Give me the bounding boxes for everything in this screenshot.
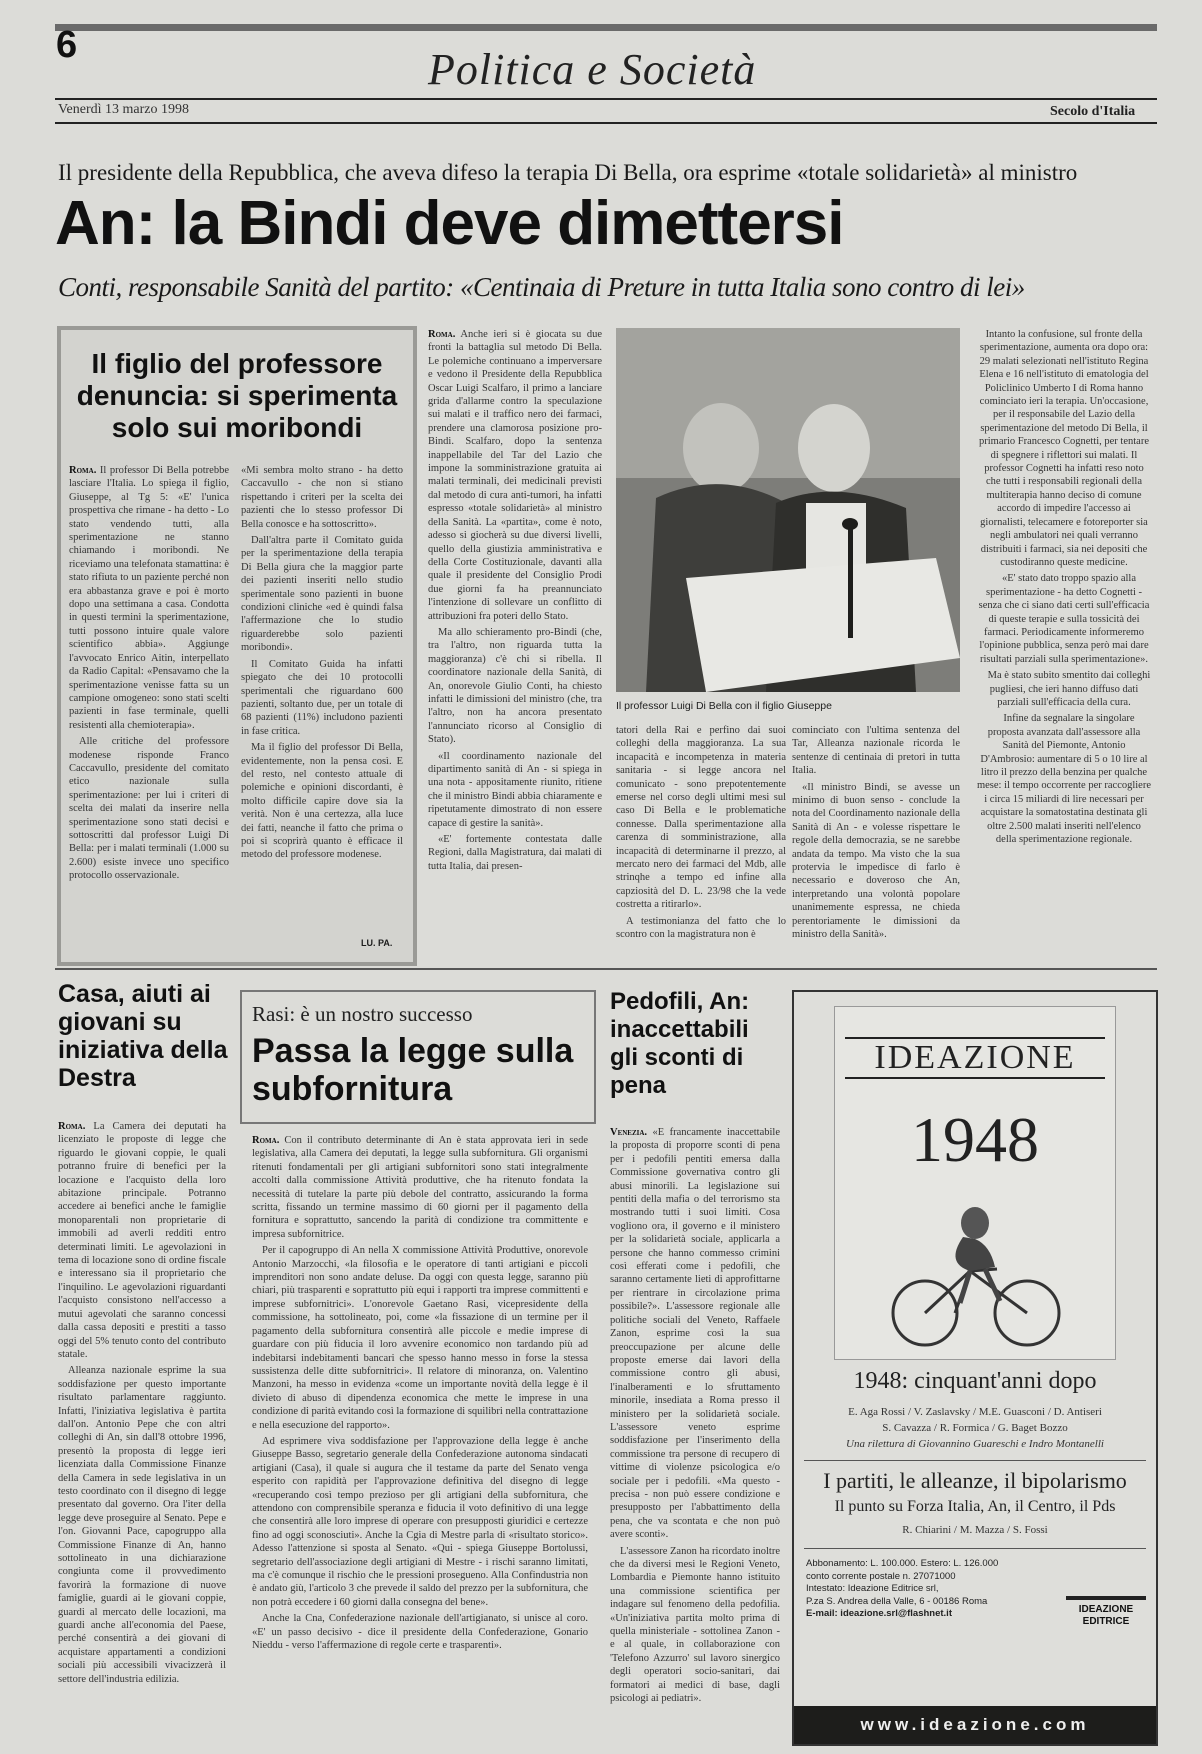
boxed-headline: Il figlio del professore denuncia: si sperimenta solo sui moribondi xyxy=(76,348,398,443)
section-divider xyxy=(55,968,1157,970)
ad-email[interactable]: E-mail: ideazione.srl@flashnet.it xyxy=(806,1608,952,1619)
main-subheadline: Conti, responsabile Sanità del partito: «Centinaia di Preture in tutta Italia sono contro di lei» xyxy=(58,272,1025,302)
ad-reading: Una rilettura di Giovannino Guareschi e Indro Montanelli xyxy=(846,1438,1104,1450)
ad-subscription: Abbonamento: L. 100.000. Estero: L. 126.000 xyxy=(806,1558,999,1569)
rasi-kicker: Rasi: è un nostro successo xyxy=(252,1002,473,1026)
header xyxy=(0,0,1202,130)
cover-year: 1948 xyxy=(911,1104,1039,1175)
publisher-logo: IDEAZIONE EDITRICE xyxy=(1066,1596,1146,1628)
boxed-col-2: «Mi sembra molto strano - ha detto Caccavullo - che non si stiano rispettando i criteri per la scelta dei pazienti che lo stesso professor Di Bella conosce e ha sottoscritto». Dall'altra parte il Comitato guida per la sperimentazione della terapia Di Bella giura che la maggior parte dei pazienti inseriti nello studio sperimentale sono pazienti in buone condizioni cliniche «ed è quindi falsa l'affermazione che lo studio riguarderebbe solo pazienti moribondi». Il Comitato Guida ha infatti spiegato che dei 10 protocolli sperimentali che riguardano 600 pazienti, soltanto due, per un totale di 68 pazienti (11%) includono pazienti in fase critica. Ma il figlio del professor Di Bella, evidentemente, non la pensa così. E del resto, nel contesto attuale di polemiche e opinioni discordanti, è molto difficile capire dove sia la verità. Non è una certezza, alla luce dei fatti, neanche il fatto che prima o poi si scoprirà quanto è efficace il metodo del professore modenese. xyxy=(241,465,403,861)
casa-headline: Casa, aiuti ai giovani su iniziativa della Destra xyxy=(58,980,228,1092)
ad-authors-2: S. Cavazza / R. Formica / G. Baget Bozzo xyxy=(882,1422,1068,1434)
ad-sub-sub: Il punto su Forza Italia, An, il Centro, il Pds xyxy=(834,1498,1116,1515)
cyclist-illustration xyxy=(875,1183,1075,1353)
boxed-signature: LU. PA. xyxy=(361,938,393,948)
ad-tagline: 1948: cinquant'anni dopo xyxy=(853,1368,1097,1394)
photo-caption: Il professor Luigi Di Bella con il figlio Giuseppe xyxy=(616,700,832,712)
pedofili-headline: Pedofili, An: inaccettabili gli sconti di pena xyxy=(610,988,750,1099)
main-col-3: cominciato con l'ultima sentenza del Tar, Alleanza nazionale ricorda le sentenze di centinaia di pretori in tutta Italia. «Il ministro Bindi, se avesse un minimo di buon senso - conclude la nota del Coordinamento nazionale della Sanità di An - e volesse rispettare le regole della democrazia, se ne sarebbe andata da tempo. Ma visto che la sua protervia le impedisce di farlo è necessario e doveroso che An, interpretando una volontà popolare unanimemente espressa, ne chieda perentoriamente le dimissioni da ministro della Sanità». xyxy=(792,725,960,941)
main-col-1: Roma. Anche ieri si è giocata su due fronti la battaglia sul metodo Di Bella. Le polemiche continuano a imperversare e vedono il Presidente della Repubblica Oscar Luigi Scalfaro, il primo a lanciare grida d'allarme contro la speculazione sui malati e il traffico nero dei farmaci, prendere una clamorosa posizione pro-Bindi. Scalfaro, dopo la sentenza inappellabile del Tar del Lazio che impone la somministrazione gratuita ai malati terminali, dei medicinali previsti dal metodo di cura anti-tumori, ha infatti espresso «totale solidarietà» al ministro della Sanità. La «partita», come è noto, adesso si giocherà su due diversi livelli, quello della giustizia amministrativa e della Corte Costituzionale, davanti alla quale il presidente del Consiglio Prodi due giorni fa ha preannunciato l'intenzione di sollevare un conflitto di attribuzioni fra poteri dello Stato. Ma allo schieramento pro-Bindi (che, tra l'altro, non riguarda tutta la maggioranza) c'è chi si ribella. Il coordinatore nazionale della Sanità, di An, onorevole Giulio Conti, ha chiesto infatti le dimissioni del ministro (che, tra l'altro, non ha ancora presentato l'annunciato ricorso al Consiglio di Stato). «Il coordinamento nazionale del dipartimento sanità di An - si spiega in una nota - appositamente riunito, ritiene che il ministro Bindi abbia chiaramente e ripetutamente dimostrato di non essere capace di gestire la sanità». «E' fortemente contestata dalle Regioni, dalla Magistratura, dai malati di tutta Italia, dai presen- xyxy=(428,329,602,872)
issue-date: Venerdì 13 marzo 1998 xyxy=(58,102,190,117)
ad-subscription-info xyxy=(806,1558,1056,1621)
magazine-cover xyxy=(834,1006,1116,1360)
rasi-box xyxy=(240,990,596,1124)
boxed-story xyxy=(57,326,417,966)
magazine-logo: IDEAZIONE xyxy=(845,1037,1105,1079)
ad-website[interactable]: www.ideazione.com xyxy=(860,1715,1090,1734)
ad-authors-1: E. Aga Rossi / V. Zaslavsky / M.E. Guasconi / D. Antiseri xyxy=(848,1406,1102,1418)
pedofili-text: Venezia. «E francamente inaccettabile la proposta di proporre sconti di pena per i pedofili pentiti emersa dalla Commissione governativa contro gli abusi minorili. La legislazione sui pentiti della mafia o del terrorismo sta mostrando tutti i suoi limiti. Cosa vogliono ora, il governo e il ministero per la solidarietà sociale, applicarla a persone che hanno commesso crimini così efferati come i pedofili, che saranno certamente lieti di approfittarne per rientrare in circolazione prima possibile?». L'assessore regionale alle politiche sociali del Veneto, Raffaele Zanon, esprime così la sua preoccupazione per alcune delle proposte emerse dai lavori della commissione contro gli abusi, l'inalberamenti e lo sfruttamento minorile, insediata a Roma presso il ministero per la solidarietà sociale. L'assessore veneto esprime soddisfazione per l'inserimento della commissione tra persone di recupero di vittime di violenze psicologica e/o sociale per i pedofili. «Ma questo - precisa - non può essere condizione e presupposto per l'abbattimento della pena, che va scontata e che non può avere sconti». L'assessore Zanon ha ricordato inoltre che da diversi mesi le Regioni Veneto, Lombardia e Piemonte hanno istituito una commissione scientifica per indagare sul fenomeno della pedofilia. «Un'iniziativa partita molto prima di quella ministeriale - sottolinea Zanon - e al quale, in collaborazione con 'Telefono Azzurro' sul lavoro sinergico degli operatori socio-sanitari, dai formatori ai medici di base, dagli psicologi ai pediatri». xyxy=(610,1127,780,1705)
ad-sub-authors: R. Chiarini / M. Mazza / S. Fossi xyxy=(902,1524,1048,1536)
main-kicker: Il presidente della Repubblica, che aveva difeso la terapia Di Bella, ora esprime «totale solidarietà» al ministro xyxy=(58,160,1078,185)
ad-account: conto corrente postale n. 27071000 xyxy=(806,1570,956,1582)
main-col-2: tatori della Rai e perfino dai suoi colleghi della maggioranza. La sua incapacità e incompetenza in materia sanitaria - si legge ancora nel comunicato - sono prepotentemente emerse nel corso degli ultimi mesi sul caso Di Bella e le problematiche connesse. Dalla sperimentazione alla carenza di somministrazione, alla incapacità di determinarne il prezzo, al mercato nero dei farmaci del Mdb, alle strinqhe a tempo ed infine alla capziosità del D. L. 23/98 che la vede costretta a ritirarlo». A testimonianza del fatto che lo scontro con la magistratura non è xyxy=(616,725,786,941)
rasi-headline: Passa la legge sulla subfornitura xyxy=(252,1032,574,1108)
casa-text: Roma. La Camera dei deputati ha licenziato le proposte di legge che riguardo le giovani coppie, le quali potranno fruire di benefici per la locazione e l'acquisto della loro abitazione principale. Potranno accedere ai benefici anche le famiglie monoparentali non proprietarie di immobili ad averli redditi entro determinati limiti. Le agevolazioni in tema di locazione sono di ordine fiscale e interessano sia il proprietario che l'inquilino. Le agevolazioni riguardanti l'acquisto consistono nell'accesso a mutui agevolati che saranno concessi dalla cassa depositi e prestiti a tasso oggi del 5% tenuto conto del contributo statale. Alleanza nazionale esprime la sua soddisfazione per questo importante risultato parlamentare raggiunto. Infatti, l'iniziativa legislativa è partita dall'on. Antonio Pepe che con altri colleghi di An, sin dall'8 ottobre 1996, presentò la proposta di legge ieri licenziata dalla Commissione Finanze della Camera in sede legislativa in un testo coordinato con il disegno di legge presentato dal governo. Ora l'iter della legge deve proseguire al Senato. Pepe e l'on. Giovanni Pace, capogruppo alla Commissione Finanze di An, hanno sottolineato in una dichiarazione congiunta come il provvedimento favorirà la formazione di nuove famiglie, guardi ai le giovani coppie, guardi al mercato delle locazioni, ma guardi anche all'economia del Paese, perché consentirà a dei giovani di acquistare appartamenti a condizioni sociali più accessibili vivacizzerà il settore dell'industria edilizia. xyxy=(58,1121,226,1685)
photo-illustration xyxy=(616,328,960,692)
ad-website-bar[interactable] xyxy=(794,1706,1156,1744)
ad-sub-title: I partiti, le alleanze, il bipolarismo xyxy=(823,1468,1127,1493)
ad-address: P.za S. Andrea della Valle, 6 - 00186 Roma xyxy=(806,1595,988,1607)
main-col-4: Intanto la confusione, sul fronte della sperimentazione, aumenta ora dopo ora: 29 malati selezionati nell'istituto Regina Elena e 16 nell'istituto di ematologia del Policlinico Umberto I di Roma hanno cominciato ieri la terapia. Un'occasione, per il responsabile del Lazio della sperimentazione del metodo Di Bella, il primario Francesco Cognetti, per tentare di spegnere i riflettori sui malati. Il professor Cognetti ha infatti reso noto che tutti i responsabili regionali della multiterapia hanno deciso di comune accordo di impedire l'accesso ai giornalisti, telecamere e fotoreporter sia negli ambulatori nei quali verranno distribuiti i farmaci, sia nei depositi che custodiranno queste medicine. «E' stato dato troppo spazio alla sperimentazione - ha detto Cognetti - senza che ci siano dati certi sull'efficacia di queste terapie e sulla tossicità dei farmaci. Periodicamente informeremo l'opinione pubblica, senza però mai dare risultati parziali sulla sperimentazione». Ma è stato subito smentito dai colleghi pugliesi, che ieri hanno diffuso dati parziali sull'efficacia della cura. Infine da segnalare la singolare proposta avanzata dall'assessore alla Sanità del Piemonte, Antonio D'Ambrosio: aumentare di 5 o 10 lire al litro il prezzo della benzina per qualche mese: il tempo occorrente per raccogliere i circa 15 miliardi di lire necessari per acquistare la somatostatina destinata gli oltre 2.500 malati inseriti nell'elenco della sperimentazione regionale. xyxy=(976,329,1152,846)
dibella-photo xyxy=(616,328,960,692)
ad-payee: Intestato: Ideazione Editrice srl, xyxy=(806,1583,939,1594)
boxed-col-1: Roma. Il professor Di Bella potrebbe lasciare l'Italia. Lo spiega il figlio, Giuseppe, al Tg 5: «E' l'unica prospettiva che rimane - ha detto - Lo stato vendendo tutti, alla sperimentazione ne stanno chiamando i moribondi. Ne riceviamo una telefonata stamattina: è stato rifiuta to un paziente perché non era abbastanza grave e poi è morto dopo una settimana a casa. Condotta in questi termini la sperimentazione, tutti possono intuire quale valore scientifico abbia». Aggiunge l'avvocato Enrico Aitin, interpellato da Radio Capital: «Pensavamo che la sperimentazione venisse fatta su un campione omogeneo: sono stati scelti pazienti in fase terminale, quelli resistenti alla chemioterapia». Alle critiche del professore modenese risponde Franco Caccavullo, presidente del comitato etico nazionale sulla sperimentazione: per lui i criteri di scelta dei malati da inserire nella sperimentazione sono stati decisi e sottoscritti dal professor Luigi Di Bella: per i malati terminali (1.000 su 2.600) esiste invece uno specifico protocollo osservazionale. xyxy=(69,465,229,882)
section-title: Politica e Società xyxy=(428,45,757,94)
main-headline: An: la Bindi deve dimettersi xyxy=(55,189,844,258)
ideazione-ad[interactable] xyxy=(792,990,1158,1746)
rasi-text: Roma. Con il contributo determinante di An è stata approvata ieri in sede legislativa, alla Camera dei deputati, la legge sulla subfornitura. Gli organismi ritenuti fondamentali per gli artigiani subfornitori sono stati integralmente accolti dalla commissione Attività produttive, che ha ritenuto fondata la necessità di tutelare la parte più debole del contratto, assicurando la forma scritta, fissando un termine massimo di 60 giorni per il pagamento della fornitura e soprattutto, sancendo la parità di condizione tra committente e impresa subfornitrice. Per il capogruppo di An nella X commissione Attività Produttive, onorevole Antonio Marzocchi, «la filosofia e le operatore di tanti artigiani e piccoli imprenditori non sono andate deluse. Da oggi con questa legge, saranno più chiari, più trasparenti e soprattutto più equi i rapporti tra imprese committenti e imprese subfornitrici». L'onorevole Gaetano Rasi, vicepresidente della commissione, ha sottolineato, poi, come «la fissazione di un termine per il pagamento della subfornitura consentirà alle piccole e medie imprese di guardare con più fiducia il loro avvenire economico non tardando più ad indebitarsi indebitamenti bancari che spesso hanno messo in forse la stessa sussistenza delle ditte subfornitrici». Il relatore di minoranza, on. Valentino Manzoni, ha messo in evidenza «come un importante novità della legge è il divieto di abuso di dipendenza economica che mette le imprese in una condizione di parità evitando così la formazione di squilibri nella contrattazione e nella esecuzione del rapporto». Ad esprimere viva soddisfazione per l'approvazione della legge è anche Giuseppe Basso, segretario generale della Confederazione autonoma sindacati artigiani (Casa), il quale si augura che il testame da parte del Senato venga esperito con rapidità per l'approvazione definitiva del disegno di legge «recuperando così tempo prezioso per gli artigiani della subfornitura, che attendono con comprensibile speranza e fiducia il voto definitivo di una legge che consentirà alle loro imprese di operare con presupposti giuridici e certezze fino ad oggi sconosciuti». Anche la Cgia di Mestre parla di «risultato storico». Adesso l'attenzione si sposta al Senato. «Qui - spiega Giuseppe Bortolussi, segretario dell'associazione degli artigiani di Mestre - i rischi saranno limitati, ma c'è comunque il rischio che le pressioni prosegueno. Alla Confindustria non è andato giù, l'articolo 3 che prevede il saldo del prezzo per la subfornitura, che non potrà eccedere i 60 giorni dalla consegna del bene». Anche la Cna, Confederazione nazionale dell'artigianato, si unisce al coro. «E' un passo decisivo - dice il presidente della Confederazione, Gonario Nieddu - verso l'affermazione di regole certe e trasparenti». xyxy=(252,1135,588,1652)
masthead: Secolo d'Italia xyxy=(1050,104,1136,119)
page-number: 6 xyxy=(56,24,78,66)
